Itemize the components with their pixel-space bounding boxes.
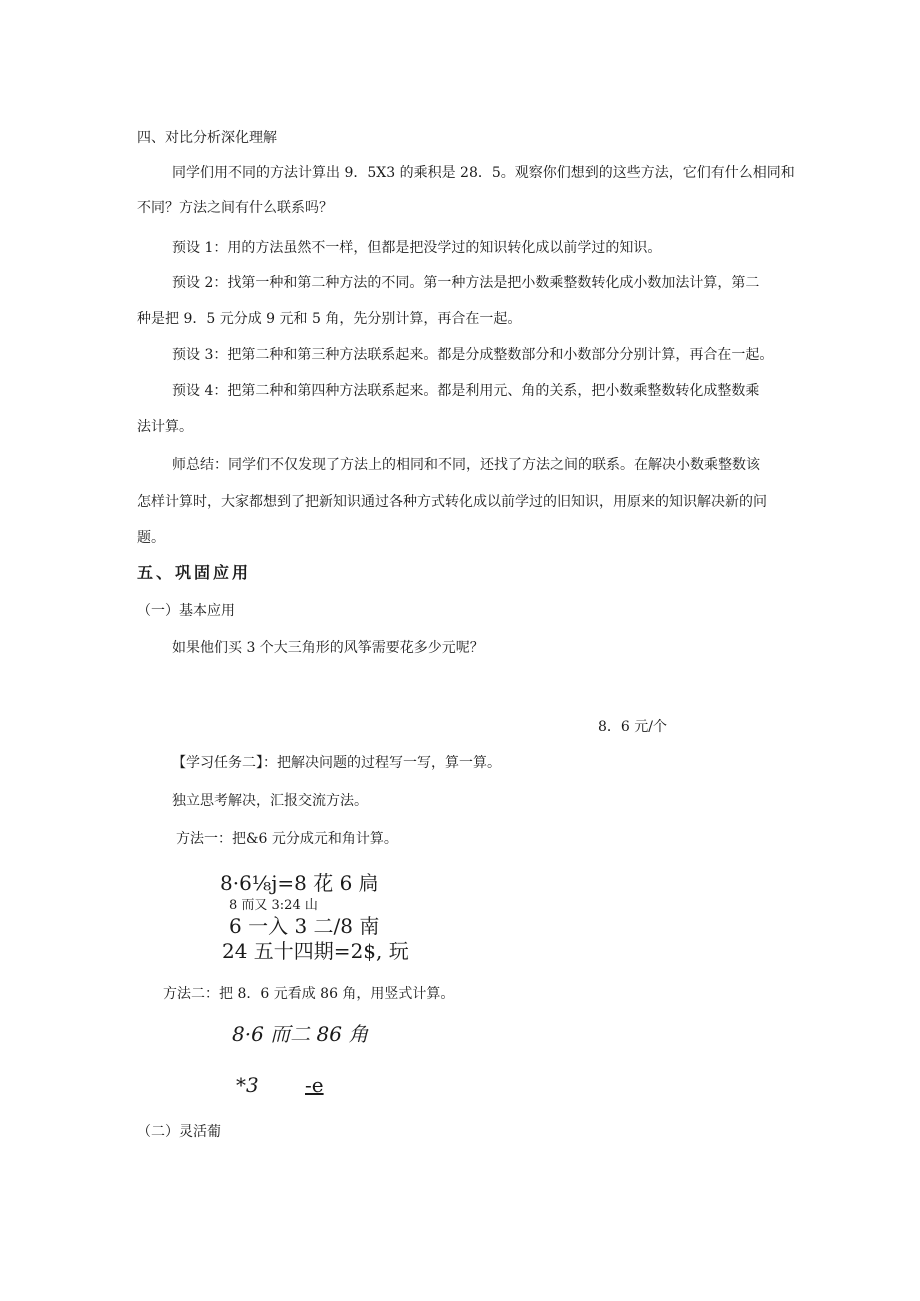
flexible-application-subheading: （二）灵活葡 [137, 1124, 221, 1140]
method-one-label: 方法一：把&6 元分成元和角计算。 [176, 831, 398, 847]
learning-task-two: 【学习任务二】：把解决问题的过程写一写，算一算。 [172, 755, 501, 771]
section4-intro-line2: 不同？方法之间有什么联系吗？ [137, 200, 333, 216]
method-one-math-line1: 8·6⅛j=8 花 6 扃 [220, 871, 379, 895]
preset-2-line1: 预设 2：找第一种和第二种方法的不同。第一种方法是把小数乘整数转化成小数加法计算，第二 [172, 275, 760, 291]
method-one-math-line2: 8 而又 3:24 山 [229, 898, 318, 913]
method-one-math-line4: 24 五十四期=2$, 玩 [222, 939, 409, 963]
section4-intro-line1: 同学们用不同的方法计算出 9．5X3 的乘积是 28．5。观察你们想到的这些方法，它们有什么相同和 [172, 165, 795, 181]
preset-4-line2: 法计算。 [137, 419, 193, 435]
basic-application-subheading: （一）基本应用 [137, 603, 235, 619]
method-two-label: 方法二：把 8．6 元看成 86 角，用竖式计算。 [163, 986, 455, 1002]
method-one-math-line3: 6 一入 3 二/8 南 [229, 914, 380, 938]
preset-2-line2: 种是把 9．5 元分成 9 元和 5 角，先分别计算，再合在一起。 [137, 311, 522, 327]
method-two-math-result: -e [305, 1073, 324, 1097]
kite-price-label: 8．6 元/个 [598, 719, 667, 735]
preset-1: 预设 1：用的方法虽然不一样，但都是把没学过的知识转化成以前学过的知识。 [172, 240, 662, 256]
summary-line1: 师总结：同学们不仅发现了方法上的相同和不同，还找了方法之间的联系。在解决小数乘整数该 [172, 457, 760, 473]
kite-question: 如果他们买 3 个大三角形的风筝需要花多少元呢？ [172, 640, 484, 656]
preset-3: 预设 3：把第二种和第三种方法联系起来。都是分成整数部分和小数部分分别计算，再合在一起。 [172, 347, 774, 363]
section5-heading: 五、巩固应用 [137, 563, 252, 582]
summary-line3: 题。 [137, 530, 165, 546]
preset-4-line1: 预设 4：把第二种和第四种方法联系起来。都是利用元、角的关系，把小数乘整数转化成整数乘 [172, 383, 760, 399]
independent-thinking: 独立思考解决，汇报交流方法。 [172, 793, 368, 809]
method-two-math-line1: 8·6 而二 86 角 [232, 1022, 369, 1046]
method-two-math-multiplier: *3 [236, 1073, 259, 1097]
summary-line2: 怎样计算时，大家都想到了把新知识通过各种方式转化成以前学过的旧知识，用原来的知识解决新的问 [137, 494, 767, 510]
section4-heading: 四、对比分析深化理解 [137, 130, 277, 146]
